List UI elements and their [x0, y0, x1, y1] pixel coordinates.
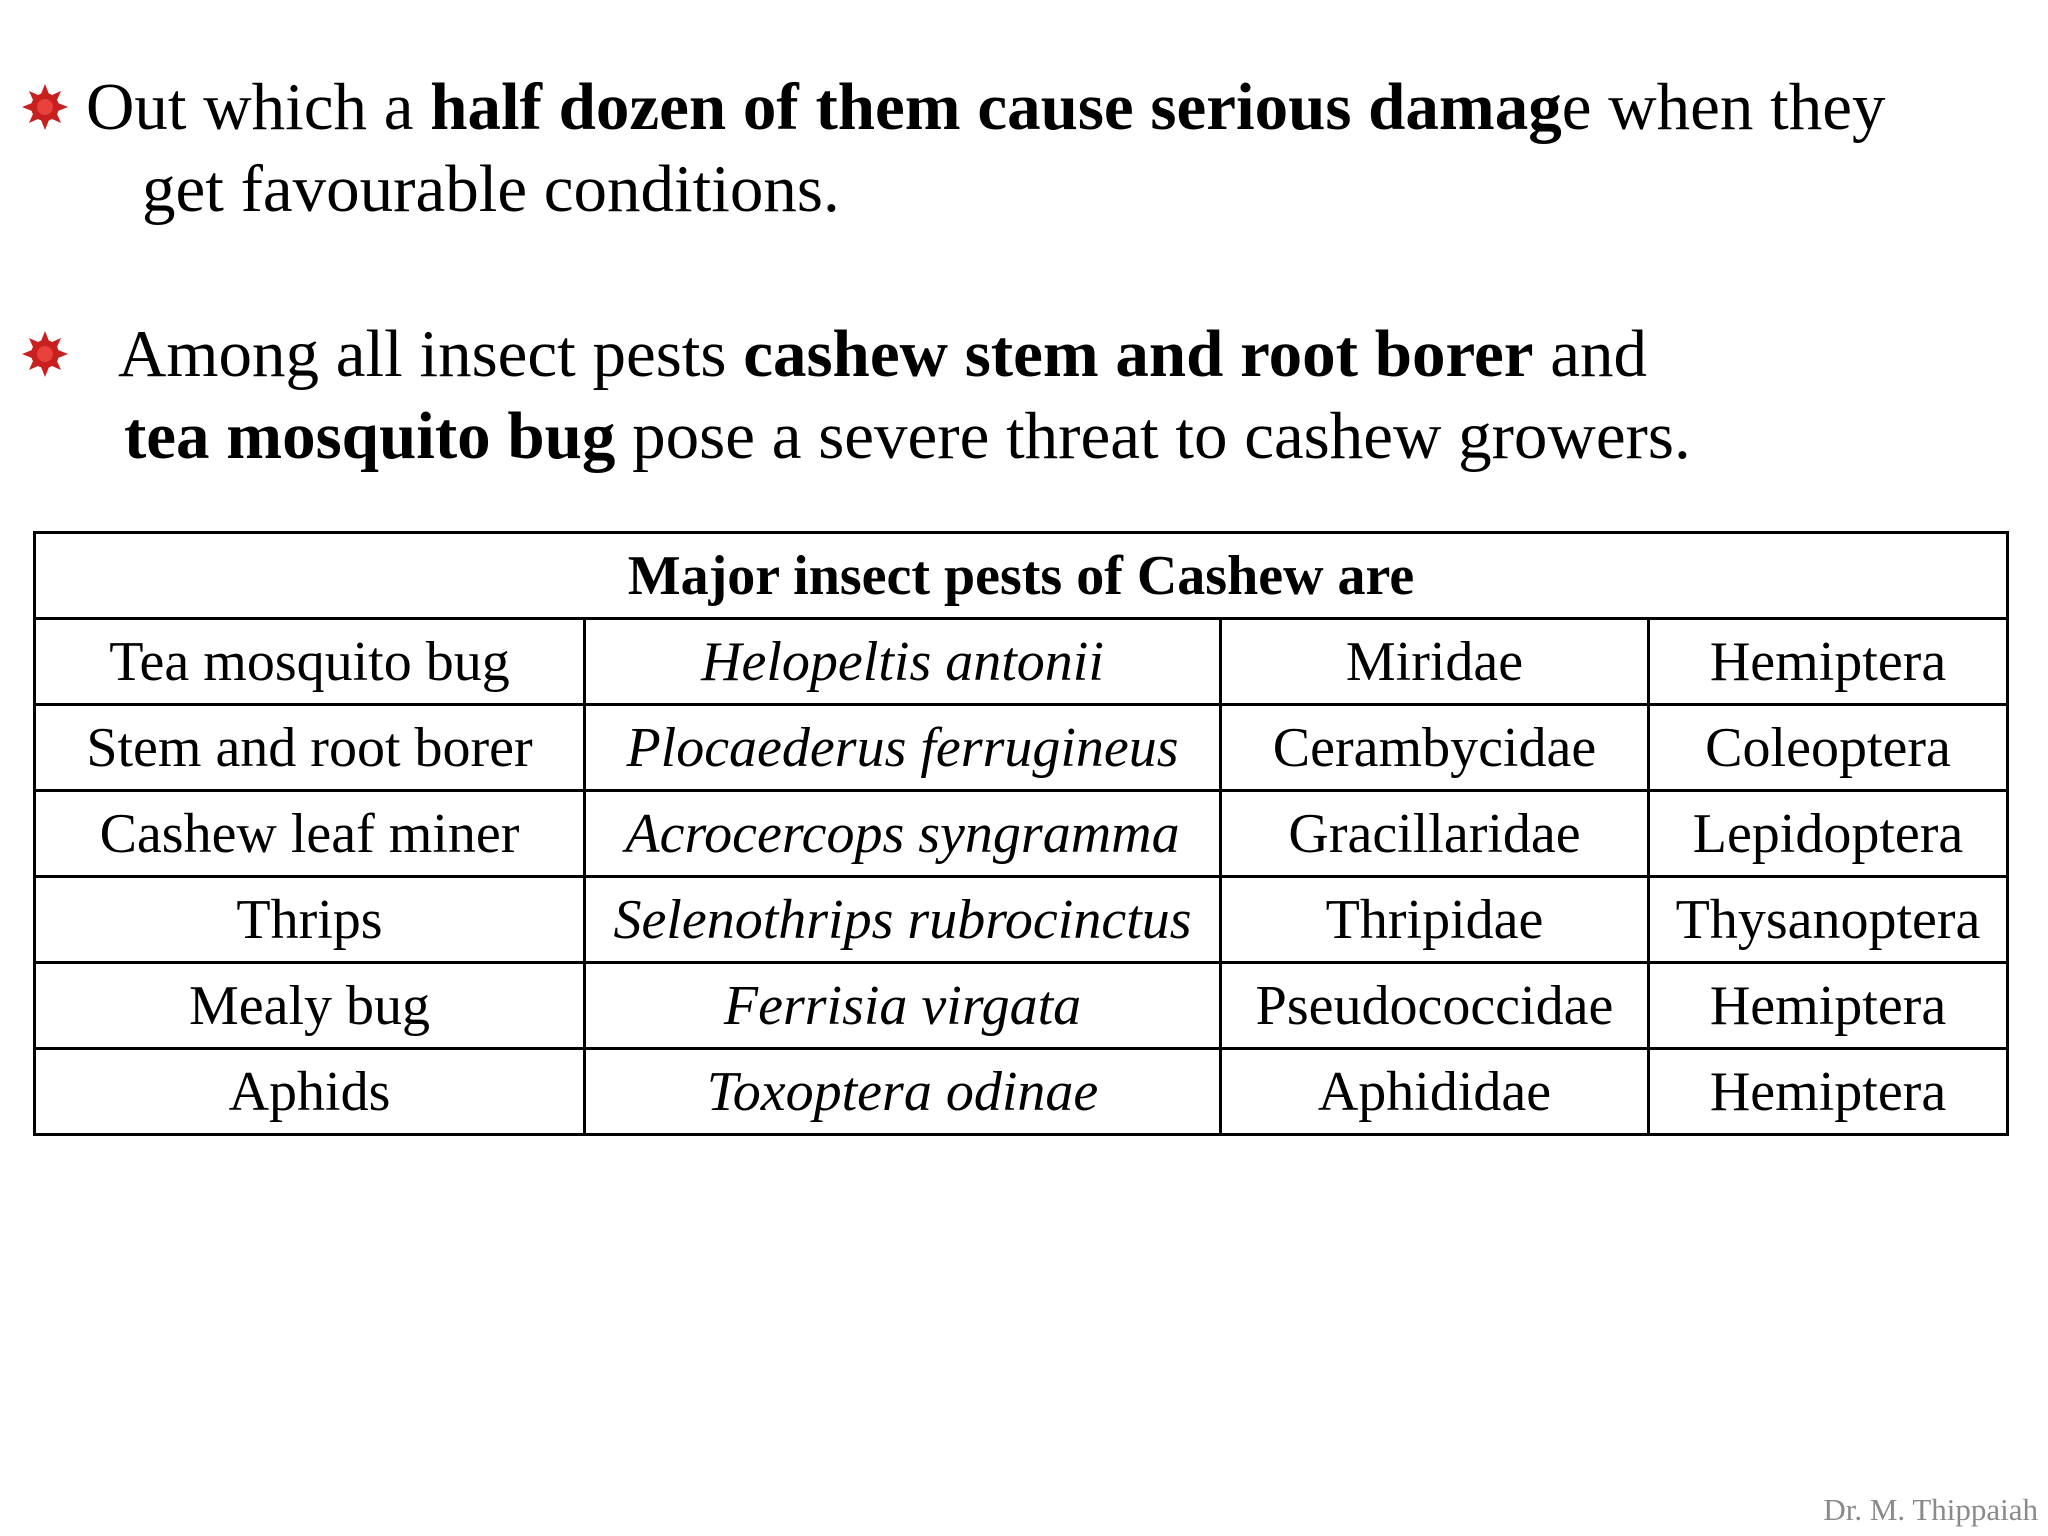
scientific-name-cell: Acrocercops syngramma	[585, 791, 1221, 877]
bullet-2-line-2: tea mosquito bug pose a severe threat to cashew growers.	[124, 399, 1691, 473]
table-row	[35, 791, 2008, 877]
author-footer: Dr. M. Thippaiah	[1823, 1492, 2038, 1527]
family-cell: Gracillaridae	[1221, 791, 1649, 877]
table-row	[35, 877, 2008, 963]
common-name-cell: Tea mosquito bug	[35, 619, 585, 705]
table-row	[35, 705, 2008, 791]
bullet-1-line-2: get favourable conditions.	[142, 152, 840, 226]
family-cell: Thripidae	[1221, 877, 1649, 963]
family-cell: Pseudococcidae	[1221, 963, 1649, 1049]
pest-table	[33, 531, 2009, 1136]
scientific-name-cell: Plocaederus ferrugineus	[585, 705, 1221, 791]
order-cell: Hemiptera	[1649, 963, 2008, 1049]
order-cell: Hemiptera	[1649, 1049, 2008, 1135]
family-cell: Miridae	[1221, 619, 1649, 705]
scientific-name-cell: Toxoptera odinae	[585, 1049, 1221, 1135]
common-name-cell: Stem and root borer	[35, 705, 585, 791]
bullet-2-line-1: Among all insect pests cashew stem and root borer and	[118, 317, 1648, 391]
starburst-icon	[20, 82, 70, 132]
family-cell: Aphididae	[1221, 1049, 1649, 1135]
scientific-name-cell: Helopeltis antonii	[585, 619, 1221, 705]
table-header-row	[35, 533, 2008, 619]
common-name-cell: Aphids	[35, 1049, 585, 1135]
common-name-cell: Cashew leaf miner	[35, 791, 585, 877]
order-cell: Lepidoptera	[1649, 791, 2008, 877]
family-cell: Cerambycidae	[1221, 705, 1649, 791]
table-title: Major insect pests of Cashew are	[35, 533, 2008, 619]
starburst-icon	[20, 329, 70, 379]
order-cell: Thysanoptera	[1649, 877, 2008, 963]
table-row	[35, 963, 2008, 1049]
common-name-cell: Thrips	[35, 877, 585, 963]
order-cell: Hemiptera	[1649, 619, 2008, 705]
table-row	[35, 619, 2008, 705]
bullet-1-line-1: Out which a half dozen of them cause serious damage when they	[86, 70, 1886, 144]
scientific-name-cell: Ferrisia virgata	[585, 963, 1221, 1049]
order-cell: Coleoptera	[1649, 705, 2008, 791]
table-row	[35, 1049, 2008, 1135]
scientific-name-cell: Selenothrips rubrocinctus	[585, 877, 1221, 963]
common-name-cell: Mealy bug	[35, 963, 585, 1049]
